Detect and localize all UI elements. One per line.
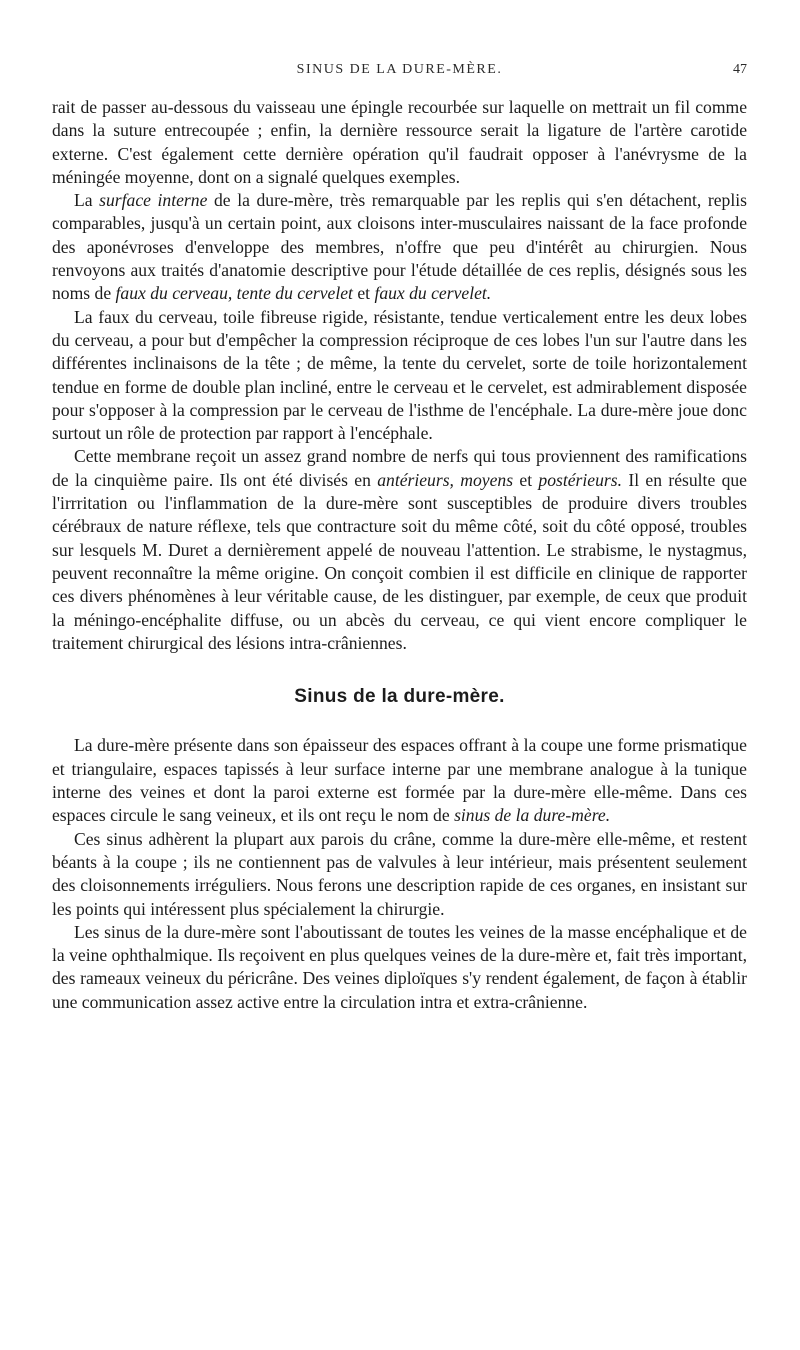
text-run: Ces sinus adhèrent la plupart aux parois du crâne, comme la dure-mère elle-même, et restent béants à la coupe ; ils ne contiennent pas de valvules à leur intérieur, mais présentent seulement des cloisonnements irréguliers. Nous ferons une description rapide de ces organes, en insistant sur les points qui intéressent plus spécialement la chirurgie. bbox=[52, 828, 747, 919]
text-run: rait de passer au-dessous du vaisseau une épingle recourbée sur laquelle on mettrait un fil comme dans la suture entrecoupée ; enfin, la dernière ressource serait la ligature de l'artère carotide externe. C'est également cette dernière opération qu'il faudrait opposer à l'anévrysme de la méningée moyenne, dont on a signalé quelques exemples. bbox=[52, 97, 747, 187]
text-run: Il en résulte que l'irrritation ou l'inflammation de la dure-mère sont susceptibles de produire divers troubles cérébraux de nature réflexe, tels que contracture soit du même côté, soit du côté opposé, troubles sur lesquels M. Duret a dernièrement appelé de nouveau l'attention. Le strabisme, le nystagmus, peuvent reconnaître la même origine. On conçoit combien il est difficile en clinique de rapporter ces divers phénomènes à leur véritable cause, de les distinguer, par exemple, de ceux que produit la méningo-encéphalite diffuse, ou un abcès du cerveau, ce qui vient encore compliquer le traitement chirurgical des lésions intra-crâniennes. bbox=[52, 469, 747, 653]
body-text bbox=[52, 96, 747, 1014]
paragraphs-before bbox=[52, 96, 747, 655]
paragraph bbox=[52, 189, 747, 305]
paragraph bbox=[52, 734, 747, 827]
text-run: La bbox=[74, 190, 100, 211]
section-heading: Sinus de la dure-mère. bbox=[294, 686, 505, 708]
text-run: et bbox=[352, 283, 375, 304]
text-run: Les sinus de la dure-mère sont l'aboutissant de toutes les veines de la masse encéphalique et de la veine ophthalmique. Ils reçoivent en plus quelques veines de la dure-mère et, fait très important, des rameaux veineux du péricrâne. Des veines diploïques s'y rendent également, de façon à établir une communication assez active entre la circulation intra et extra-crânienne. bbox=[52, 921, 747, 1012]
italic-term: postérieurs. bbox=[538, 469, 622, 490]
italic-term: antérieurs, moyens bbox=[377, 469, 514, 490]
text-run: La faux du cerveau, toile fibreuse rigide, résistante, tendue verticalement entre les deux lobes du cerveau, a pour but d'empêcher la compression réciproque de ces lobes l'un sur l'autre dans les différentes inclinaisons de la tête ; de même, la tente du cervelet, sorte de toile horizontalement tendue en forme de double plan incliné, entre le cerveau et le cervelet, est admirablement disposée pour s'opposer à la compression par le cerveau de l'isthme de l'encéphale. La dure-mère joue donc surtout un rôle de protection par rapport à l'encéphale. bbox=[52, 306, 747, 444]
paragraph bbox=[52, 445, 747, 655]
italic-term: faux du cervelet. bbox=[374, 283, 492, 304]
paragraph bbox=[52, 828, 747, 921]
italic-term: surface interne bbox=[99, 190, 208, 211]
paragraph bbox=[52, 921, 747, 1014]
running-title: SINUS DE LA DURE-MÈRE. bbox=[296, 62, 503, 77]
paragraph bbox=[52, 306, 747, 446]
paragraph bbox=[52, 96, 747, 189]
paragraphs-after bbox=[52, 734, 747, 1014]
text-run: Cette membrane reçoit un assez grand nombre de nerfs qui tous proviennent des ramifications de la cinquième paire. Ils ont été divisés en bbox=[52, 446, 747, 490]
text-run: La dure-mère présente dans son épaisseur des espaces offrant à la coupe une forme prismatique et triangulaire, espaces tapissés à leur surface interne par une membrane analogue à la tunique interne des veines et dont la paroi externe est formée par la dure-mère elle-même. Dans ces espaces circule le sang veineux, et ils ont reçu le nom de bbox=[52, 735, 747, 826]
text-run: de la dure-mère, très remarquable par les replis qui s'en détachent, replis comparables, jusqu'à un certain point, aux cloisons inter-musculaires naissant de la face profonde des aponévroses d'enveloppe des membres, n'offre que peu d'intérêt au chirurgien. Nous renvoyons aux traités d'anatomie descriptive pour l'étude détaillée de ces replis, désignés sous les noms de bbox=[52, 190, 747, 304]
italic-term: sinus de la dure-mère. bbox=[454, 805, 611, 826]
running-header bbox=[52, 62, 747, 84]
page-number: 47 bbox=[733, 62, 747, 77]
italic-term: faux du cerveau, tente du cervelet bbox=[115, 283, 353, 304]
text-run: et bbox=[513, 469, 539, 490]
